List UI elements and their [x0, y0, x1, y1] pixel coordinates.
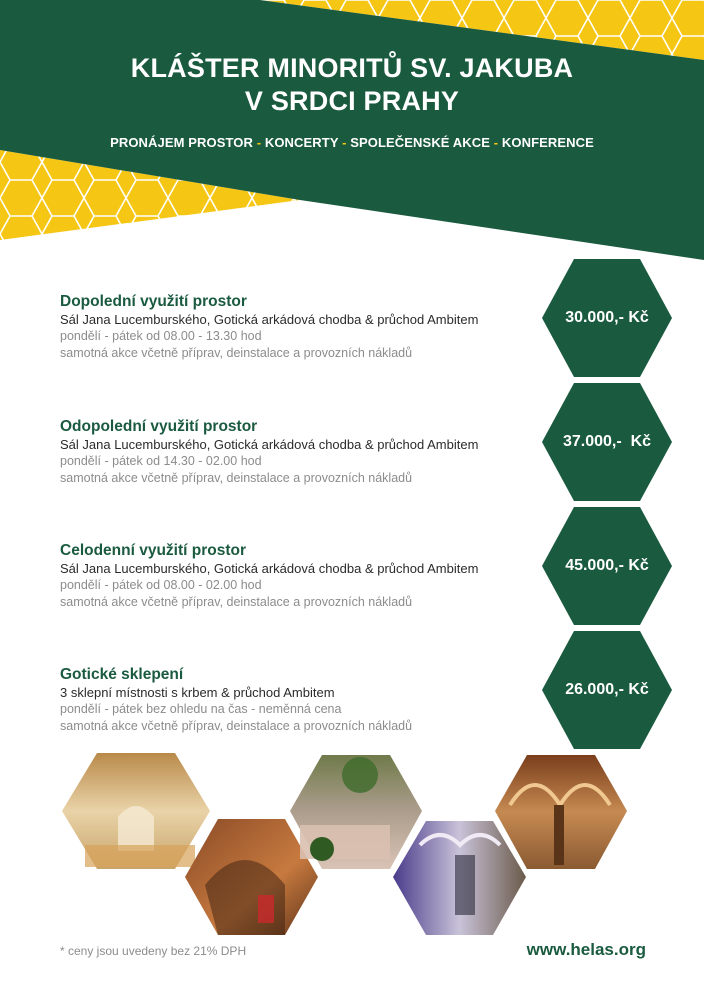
- service-rental: PRONÁJEM PROSTOR: [110, 135, 253, 150]
- offer-hours: pondělí - pátek od 14.30 - 02.00 hod: [60, 454, 262, 468]
- price-label: 45.000,- Kč: [565, 557, 649, 574]
- offer-note: samotná akce včetně příprav, deinstalace a provozních nákladů: [60, 595, 413, 609]
- price-badge: [542, 507, 672, 625]
- offer-hours: pondělí - pátek bez ohledu na čas - neměnná cena: [60, 702, 342, 716]
- offer-hours: pondělí - pátek od 08.00 - 13.30 hod: [60, 329, 262, 343]
- service-social-events: SPOLEČENSKÉ AKCE: [350, 135, 491, 150]
- offer-afternoon: [60, 418, 540, 487]
- photo-gallery: [0, 745, 704, 945]
- offer-title: Gotické sklepení: [60, 666, 184, 683]
- service-concerts: KONCERTY: [264, 135, 339, 150]
- header-background: [0, 0, 704, 260]
- photo-courtyard: [290, 755, 422, 869]
- vat-footnote: * ceny jsou uvedeny bez 21% DPH: [60, 944, 247, 958]
- offer-title: Dopolední využití prostor: [60, 293, 247, 310]
- service-separator: -: [338, 135, 351, 150]
- offer-hours: pondělí - pátek od 08.00 - 02.00 hod: [60, 578, 262, 592]
- website-link[interactable]: www.helas.org: [526, 940, 646, 959]
- photo-corridor: [393, 821, 526, 935]
- offer-gothic-cellar: [60, 666, 540, 735]
- title-line-2: V SRDCI PRAHY: [244, 86, 460, 116]
- price-label: 30.000,- Kč: [565, 309, 649, 326]
- offer-spaces: 3 sklepní místnosti s krbem & průchod Ambitem: [60, 685, 335, 700]
- offer-morning: [60, 293, 540, 362]
- offer-note: samotná akce včetně příprav, deinstalace a provozních nákladů: [60, 471, 413, 485]
- offer-note: samotná akce včetně příprav, deinstalace a provozních nákladů: [60, 719, 413, 733]
- service-conferences: KONFERENCE: [501, 135, 594, 150]
- offer-title: Odopolední využití prostor: [60, 418, 258, 435]
- price-badge: [542, 259, 672, 377]
- photo-hall: [62, 753, 210, 869]
- photo-brick-cellar: [185, 819, 318, 935]
- service-separator: -: [490, 135, 502, 150]
- offer-spaces: Sál Jana Lucemburského, Gotická arkádová chodba & průchod Ambitem: [60, 561, 479, 576]
- service-separator: -: [253, 135, 265, 150]
- offer-title: Celodenní využití prostor: [60, 542, 247, 559]
- page-title: [0, 52, 704, 118]
- offer-spaces: Sál Jana Lucemburského, Gotická arkádová chodba & průchod Ambitem: [60, 437, 479, 452]
- price-label: 37.000,- Kč: [562, 433, 652, 450]
- price-badge: [542, 631, 672, 749]
- title-line-1: KLÁŠTER MINORITŮ SV. JAKUBA: [130, 53, 574, 83]
- offer-full-day: [60, 542, 540, 611]
- offer-note: samotná akce včetně příprav, deinstalace a provozních nákladů: [60, 346, 413, 360]
- price-label: 26.000,- Kč: [565, 681, 649, 698]
- offer-spaces: Sál Jana Lucemburského, Gotická arkádová chodba & průchod Ambitem: [60, 312, 479, 327]
- price-badge: [542, 383, 672, 501]
- photo-gothic-vaults: [495, 755, 627, 869]
- services-line: [0, 135, 704, 150]
